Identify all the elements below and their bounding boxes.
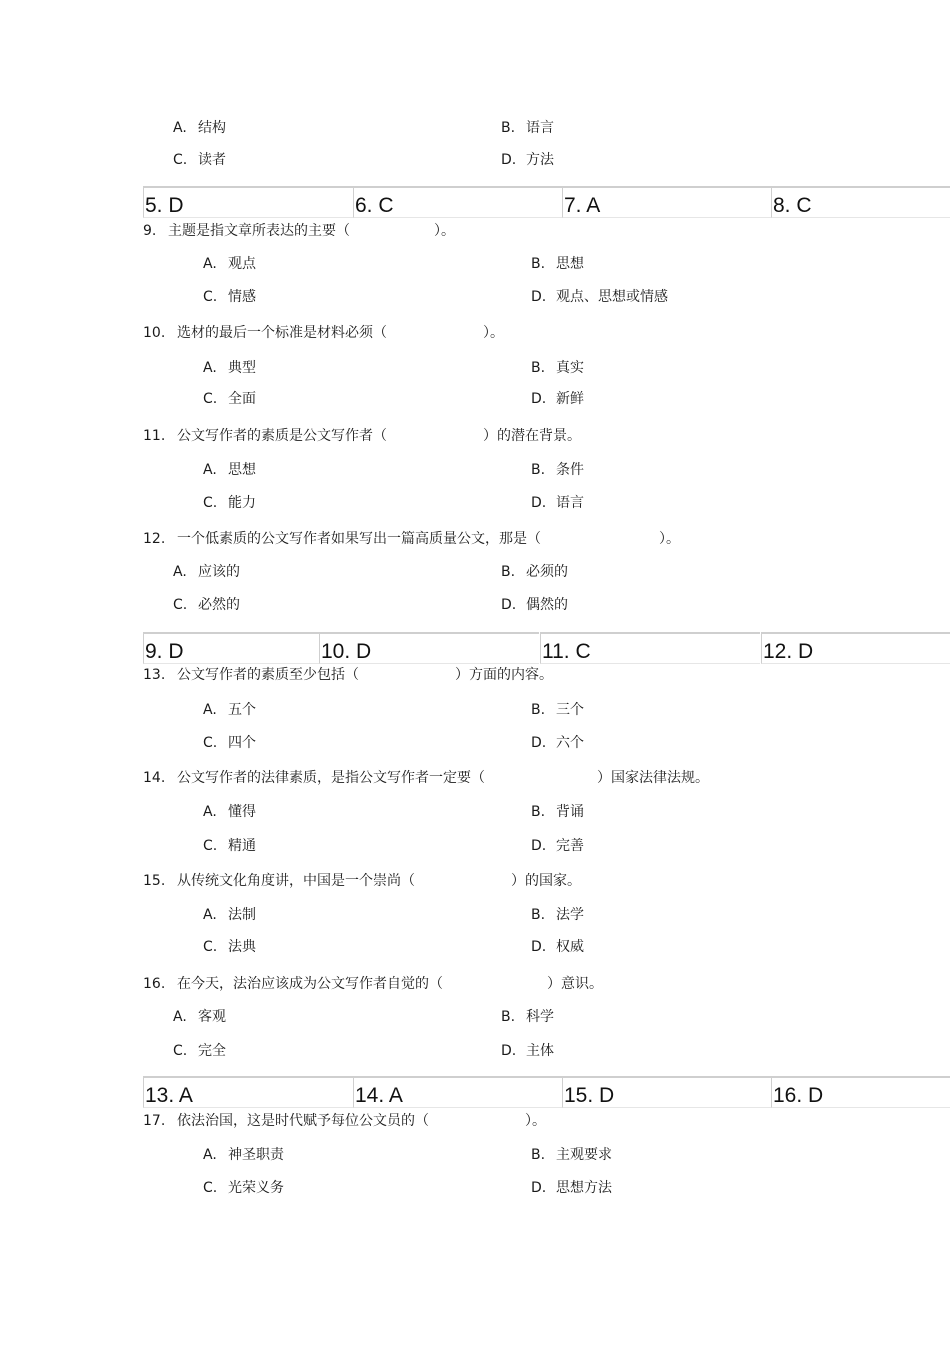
answer-cell: 16. D <box>771 1076 950 1108</box>
option-d: D. 观点、思想或情感 <box>531 289 668 305</box>
option-d: D. 完善 <box>531 838 584 854</box>
option-b: B. 背诵 <box>531 804 584 820</box>
question-10: 10. 选材的最后一个标准是材料必须（ ）。 <box>143 325 504 341</box>
question-14: 14. 公文写作者的法律素质，是指公文写作者一定要（ ）国家法律法规。 <box>143 770 709 786</box>
option-c: C. 四个 <box>203 735 256 751</box>
answer-cell: 11. C <box>540 632 760 664</box>
option-d: D. 六个 <box>531 735 584 751</box>
answer-cell: 13. A <box>143 1076 354 1108</box>
option-a: A. 懂得 <box>203 804 256 820</box>
answer-cell: 5. D <box>143 186 354 218</box>
answer-cell: 6. C <box>353 186 562 218</box>
option-c: C. 法典 <box>203 939 256 955</box>
answer-cell: 14. A <box>353 1076 562 1108</box>
answer-cell: 15. D <box>562 1076 771 1108</box>
option-a: A. 法制 <box>203 907 256 923</box>
answer-cell: 9. D <box>143 632 320 664</box>
option-d: D. 方法 <box>501 152 554 168</box>
answer-cell: 7. A <box>562 186 771 218</box>
option-c: C. 精通 <box>203 838 256 854</box>
option-d: D. 偶然的 <box>501 597 568 613</box>
option-d: D. 语言 <box>531 495 584 511</box>
option-c: C. 情感 <box>203 289 256 305</box>
option-c: C. 完全 <box>173 1043 226 1059</box>
option-a: A. 五个 <box>203 702 256 718</box>
option-a: A. 典型 <box>203 360 256 376</box>
option-d: D. 主体 <box>501 1043 554 1059</box>
option-b: B. 科学 <box>501 1009 554 1025</box>
option-a: A. 客观 <box>173 1009 226 1025</box>
question-13: 13. 公文写作者的素质至少包括（ ）方面的内容。 <box>143 667 553 683</box>
option-c: C. 必然的 <box>173 597 240 613</box>
question-9: 9. 主题是指文章所表达的主要（ ）。 <box>143 223 455 239</box>
option-b: B. 真实 <box>531 360 584 376</box>
option-b: B. 主观要求 <box>531 1147 612 1163</box>
option-a: A. 神圣职责 <box>203 1147 284 1163</box>
answer-row <box>143 632 950 663</box>
option-d: D. 思想方法 <box>531 1180 612 1196</box>
option-a: A. 结构 <box>173 120 226 136</box>
question-11: 11. 公文写作者的素质是公文写作者（ ）的潜在背景。 <box>143 428 581 444</box>
option-c: C. 能力 <box>203 495 256 511</box>
option-a: A. 观点 <box>203 256 256 272</box>
answer-row <box>143 186 950 217</box>
option-b: B. 思想 <box>531 256 584 272</box>
option-b: B. 三个 <box>531 702 584 718</box>
question-17: 17. 依法治国，这是时代赋予每位公文员的（ ）。 <box>143 1113 546 1129</box>
option-b: B. 条件 <box>531 462 584 478</box>
option-d: D. 权威 <box>531 939 584 955</box>
answer-cell: 10. D <box>319 632 539 664</box>
question-15: 15. 从传统文化角度讲，中国是一个崇尚（ ）的国家。 <box>143 873 581 889</box>
option-b: B. 法学 <box>531 907 584 923</box>
answer-cell: 12. D <box>761 632 950 664</box>
answer-cell: 8. C <box>771 186 950 218</box>
option-a: A. 应该的 <box>173 564 240 580</box>
option-c: C. 全面 <box>203 391 256 407</box>
question-16: 16. 在今天，法治应该成为公文写作者自觉的（ ）意识。 <box>143 976 603 992</box>
option-a: A. 思想 <box>203 462 256 478</box>
question-12: 12. 一个低素质的公文写作者如果写出一篇高质量公文，那是（ ）。 <box>143 531 680 547</box>
option-c: C. 光荣义务 <box>203 1180 284 1196</box>
option-b: B. 语言 <box>501 120 554 136</box>
option-b: B. 必须的 <box>501 564 568 580</box>
option-d: D. 新鲜 <box>531 391 584 407</box>
option-c: C. 读者 <box>173 152 226 168</box>
answer-row <box>143 1076 950 1107</box>
